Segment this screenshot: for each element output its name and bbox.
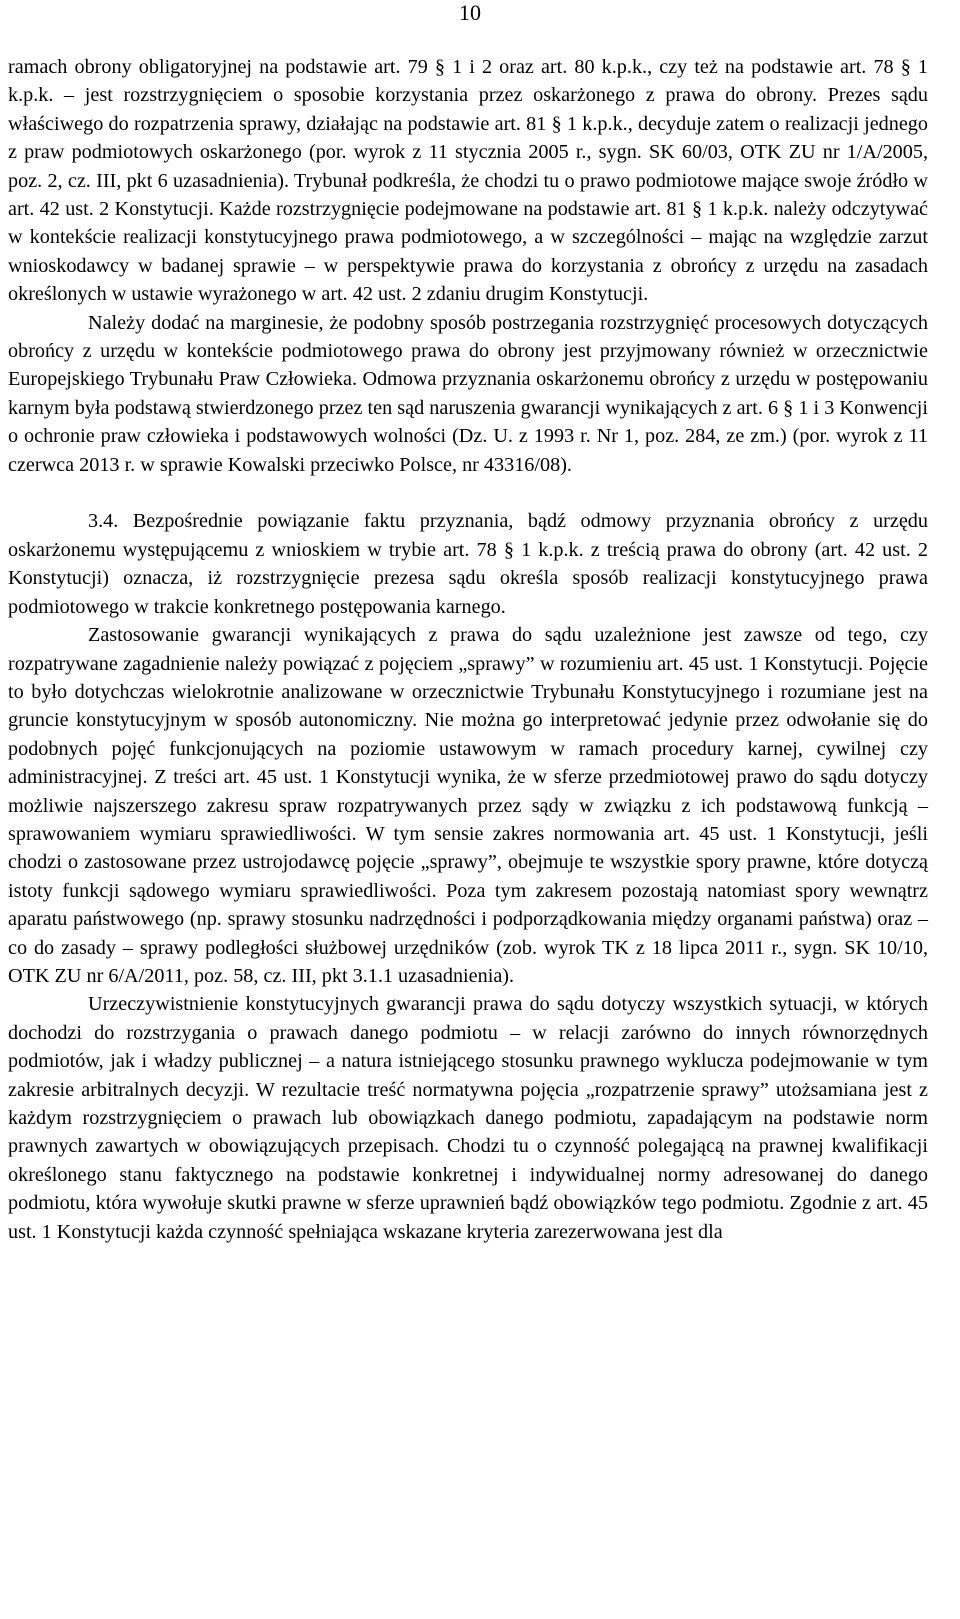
paragraph-1-continuation: ramach obrony obligatoryjnej na podstawie art. 79 § 1 i 2 oraz art. 80 k.p.k., czy też na podstawie art. 78 § 1 k.p.k. – jest rozstrzygnięciem o sposobie korzystania przez oskarżonego z prawa do obrony. Prezes sądu właściwego do rozpatrzenia sprawy, działając na podstawie art. 81 § 1 k.p.k., decyduje zatem o realizacji jednego z praw podmiotowych oskarżonego (por. wyrok z 11 stycznia 2005 r., sygn. SK 60/03, OTK ZU nr 1/A/2005, poz. 2, cz. III, pkt 6 uzasadnienia). Trybunał podkreśla, że chodzi tu o prawo podmiotowe mające swoje źródło w art. 42 ust. 2 Konstytucji. Każde rozstrzygnięcie podejmowane na podstawie art. 81 § 1 k.p.k. należy odczytywać w kontekście realizacji konstytucyjnego prawa podmiotowego, a w szczególności – mając na względzie zarzut wnioskodawcy w badanej sprawie – w perspektywie prawa do korzystania z obrońcy z urzędu na zasadach określonych w ustawie wyrażonego w art. 42 ust. 2 zdaniu drugim Konstytucji. (8, 56, 928, 306)
page-number: 10 (459, 0, 481, 25)
paragraph-4-right-to-court: Zastosowanie gwarancji wynikających z prawa do sądu uzależnione jest zawsze od tego, czy rozpatrywane zagadnienie należy powiązać z pojęciem „sprawy” w rozumieniu art. 45 ust. 1 Konstytucji. Pojęcie to było dotychczas wielokrotnie analizowane w orzecznictwie Trybunału Konstytucyjnego i rozumiane jest na gruncie konstytucyjnym w sposób autonomiczny. Nie można go interpretować jedynie przez odwołanie się do podobnych pojęć funkcjonujących na poziomie ustawowym w ramach procedury karnej, cywilnej czy administracyjnej. Z treści art. 45 ust. 1 Konstytucji wynika, że w sferze przedmiotowej prawo do sądu dotyczy możliwie najszerszego zakresu spraw rozpatrywanych przez sądy w związku z ich podstawową funkcją – sprawowaniem wymiaru sprawiedliwości. W tym sensie zakres normowania art. 45 ust. 1 Konstytucji, jeśli chodzi o zastosowane przez ustrojodawcę pojęcie „sprawy”, obejmuje te wszystkie spory prawne, które dotyczą istoty funkcji sądowego wymiaru sprawiedliwości. Poza tym zakresem pozostają natomiast spory wewnątrz aparatu państwowego (np. sprawy stosunku nadrzędności i podporządkowania między organami państwa) oraz – co do zasady – sprawy podległości służbowej urzędników (zob. wyrok TK z 18 lipca 2011 r., sygn. SK 10/10, OTK ZU nr 6/A/2011, poz. 58, cz. III, pkt 3.1.1 uzasadnienia). (8, 624, 928, 987)
document-body (8, 53, 928, 1246)
paragraph-5-guarantees: Urzeczywistnienie konstytucyjnych gwarancji prawa do sądu dotyczy wszystkich sytuacji, w których dochodzi do rozstrzygania o prawach danego podmiotu – w relacji zarówno do innych równorzędnych podmiotów, jak i władzy publicznej – a natura istniejącego stosunku prawnego wyklucza podejmowanie w tym zakresie arbitralnych decyzji. W rezultacie treść normatywna pojęcia „rozpatrzenie sprawy” utożsamiana jest z każdym rozstrzygnięciem o prawach lub obowiązkach danego podmiotu, zapadającym na podstawie norm prawnych zawartych w obowiązujących przepisach. Chodzi tu o czynność polegającą na prawnej kwalifikacji określonego stanu faktycznego na podstawie konkretnej i indywidualnej normy adresowanej do danego podmiotu, która wywołuje skutki prawne w sferze uprawnień bądź obowiązków tego podmiotu. Zgodnie z art. 45 ust. 1 Konstytucji każda czynność spełniająca wskazane kryteria zarezerwowana jest dla (8, 993, 928, 1243)
paragraph-2-echr-note: Należy dodać na marginesie, że podobny sposób postrzegania rozstrzygnięć procesowych dotyczących obrońcy z urzędu w kontekście podmiotowego prawa do obrony jest przyjmowany również w orzecznictwie Europejskiego Trybunału Praw Człowieka. Odmowa przyznania oskarżonemu obrońcy z urzędu w postępowaniu karnym była podstawą stwierdzonego przez ten sąd naruszenia gwarancji wynikających z art. 6 § 1 i 3 Konwencji o ochronie praw człowieka i podstawowych wolności (Dz. U. z 1993 r. Nr 1, poz. 284, ze zm.) (por. wyrok z 11 czerwca 2013 r. w sprawie Kowalski przeciwko Polsce, nr 43316/08). (8, 311, 928, 476)
paragraph-3-section-3-4: 3.4. Bezpośrednie powiązanie faktu przyznania, bądź odmowy przyznania obrońcy z urzędu oskarżonemu występującemu z wnioskiem w trybie art. 78 § 1 k.p.k. z treścią prawa do obrony (art. 42 ust. 2 Konstytucji) oznacza, iż rozstrzygnięcie prezesa sądu określa sposób realizacji konstytucyjnego prawa podmiotowego w trakcie konkretnego postępowania karnego. (8, 510, 928, 618)
